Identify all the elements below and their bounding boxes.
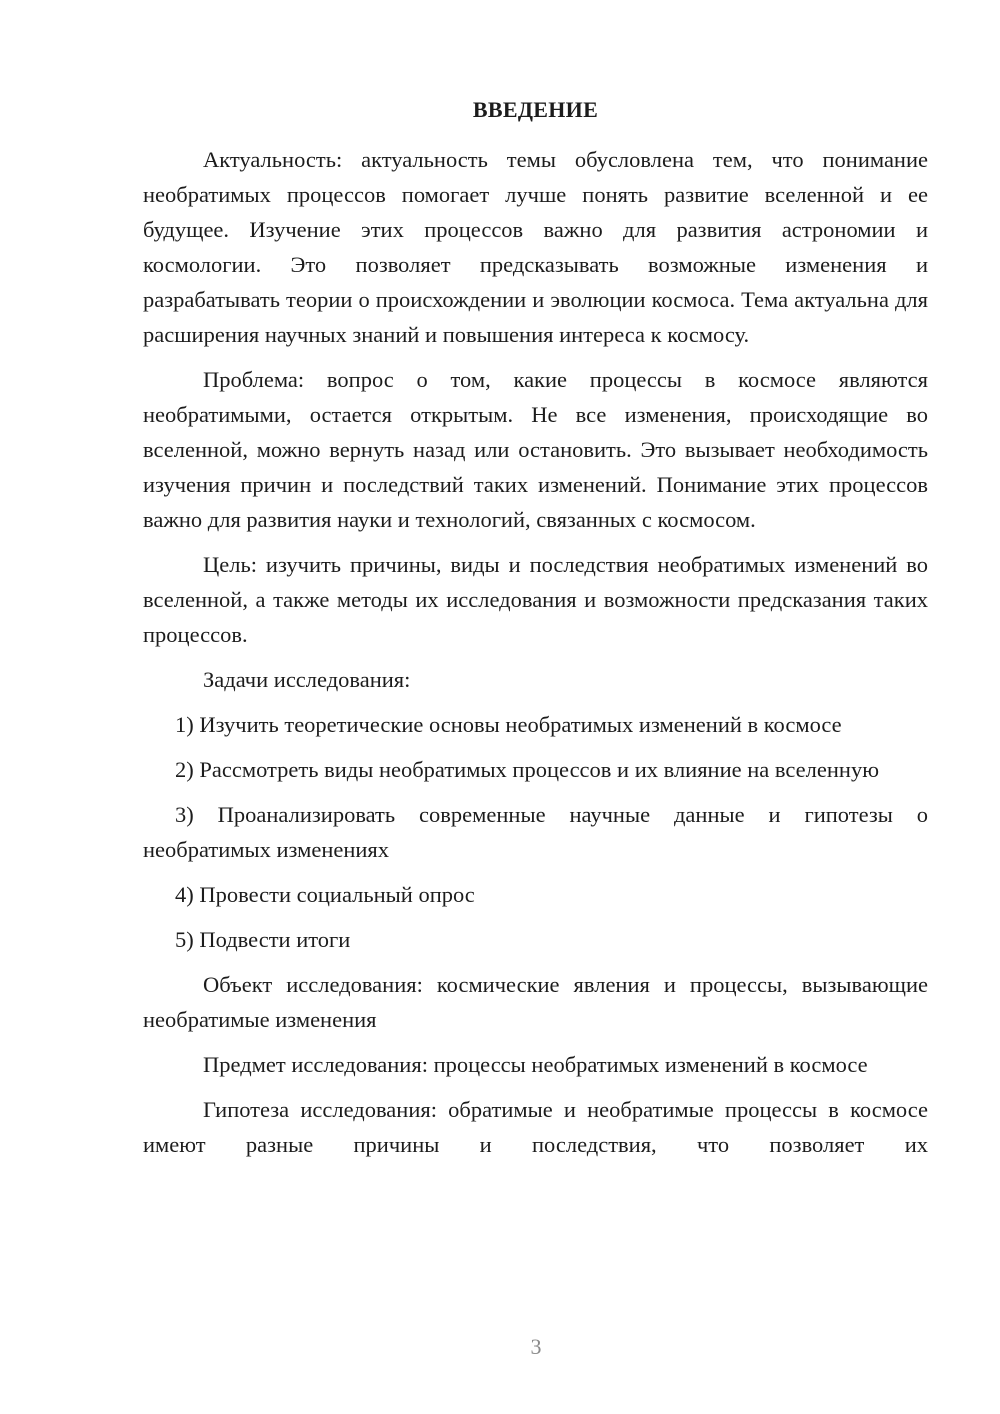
paragraph-goal: Цель: изучить причины, виды и последствия необратимых изменений во вселенной, а также методы их исследования и возможности предсказания таких процессов. [143,552,928,647]
task-item-5: 5) Подвести итоги [175,927,351,952]
paragraph-problem: Проблема: вопрос о том, какие процессы в космосе являются необратимыми, остается открытым. Не все изменения, происходящие во вселенной, можно вернуть назад или остановить. Это вызывает необходимость изучения причин и последствий таких изменений. Понимание этих процессов важно для развития науки и технологий, связанных с космосом. [143,367,928,532]
task-item-1: 1) Изучить теоретические основы необратимых изменений в космосе [175,712,842,737]
paragraph-subject: Предмет исследования: процессы необратимых изменений в космосе [203,1052,868,1077]
paragraph-relevance: Актуальность: актуальность темы обусловлена тем, что понимание необратимых процессов помогает лучше понять развитие вселенной и ее будущее. Изучение этих процессов важно для развития астрономии и космологии. Это позволяет предсказывать возможные изменения и разрабатывать теории о происхождении и эволюции космоса. Тема актуальна для расширения научных знаний и повышения интереса к космосу. [143,147,928,347]
paragraph-hypothesis: Гипотеза исследования: обратимые и необратимые процессы в космосе имеют разные причины и последствия, что позволяет их [143,1097,928,1157]
paragraph-object: Объект исследования: космические явления и процессы, вызывающие необратимые изменения [143,972,928,1032]
task-item-4: 4) Провести социальный опрос [175,882,475,907]
document-body [143,142,928,1172]
task-item-2: 2) Рассмотреть виды необратимых процессов и их влияние на вселенную [175,757,880,782]
page-number: 3 [530,1334,542,1359]
paragraph-tasks-heading: Задачи исследования: [203,667,411,692]
task-item-3: 3) Проанализировать современные научные данные и гипотезы о необратимых изменениях [143,802,928,862]
page-title: ВВЕДЕНИЕ [472,97,599,122]
